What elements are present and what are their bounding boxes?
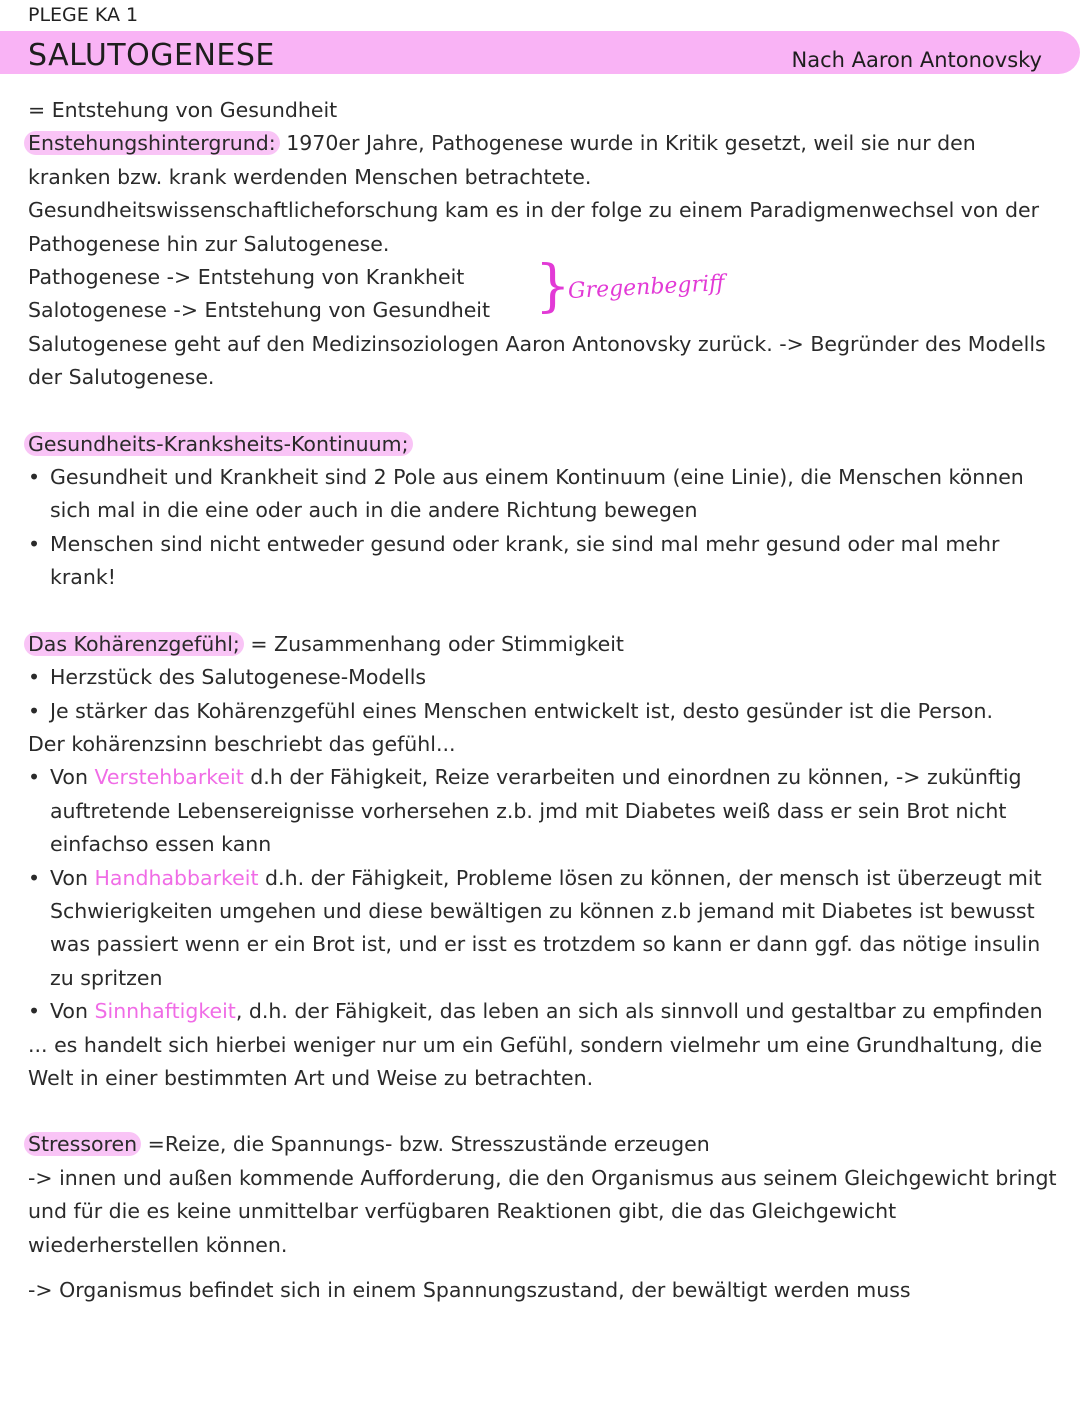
background-label: Enstehungshintergrund:	[24, 131, 280, 155]
spacer	[28, 395, 1058, 428]
spacer	[28, 1095, 1058, 1128]
background-paragraph	[28, 127, 1058, 194]
list-item: • Gesundheit und Krankheit sind 2 Pole aus einem Kontinuum (eine Linie), die Menschen können sich mal in die eine oder auch in die andere Richtung bewegen	[28, 461, 1058, 528]
list-item-handhabbarkeit	[28, 862, 1058, 996]
list-item-sinnhaftigkeit	[28, 995, 1058, 1028]
list-item: • Herzstück des Salutogenese-Modells	[28, 661, 1058, 694]
definition-line: = Entstehung von Gesundheit	[28, 98, 338, 122]
stressoren-consequence: -> Organismus befindet sich in einem Spannungszustand, der bewältigt werden muss	[28, 1278, 911, 1302]
component-text: , d.h. der Fähigkeit, das leben an sich als sinnvoll und gestaltbar zu empfinden	[235, 999, 1043, 1024]
kontinuum-heading: Gesundheits-Kranksheits-Kontinuum;	[24, 432, 413, 456]
kontinuum-list	[28, 461, 1058, 595]
kohaerenz-conclusion: ... es handelt sich hierbei weniger nur um ein Gefühl, sondern vielmehr um eine Grundhaltung, die Welt in einer bestimmten Art und Weise zu betrachten.	[28, 1032, 1043, 1090]
component-prefix: Von	[50, 865, 95, 890]
kohaerenz-heading: Das Kohärenzgefühl;	[24, 632, 244, 656]
kohaerenz-heading-line	[28, 628, 1058, 661]
stressoren-definition: -> innen und außen kommende Aufforderung, die den Organismus aus seinem Gleichgewicht bringt und für die es keine unmittelbar verfügbaren Reaktionen gibt, die das Gleichgewicht wiederherstellen können.	[28, 1165, 1057, 1257]
list-item: • Je stärker das Kohärenzgefühl eines Menschen entwickelt ist, desto gesünder ist die Person.	[28, 695, 1058, 728]
salotogenese-line: Salotogenese -> Entstehung von Gesundheit	[28, 298, 491, 323]
background-text: 1970er Jahre, Pathogenese wurde in Kritik gesetzt, weil sie nur den kranken bzw. krank werdenden Menschen betrachtete.	[28, 131, 976, 189]
founder-paragraph: Salutogenese geht auf den Medizinsoziologen Aaron Antonovsky zurück. -> Begründer des Modells der Salutogenese.	[28, 331, 1046, 390]
spacer	[28, 1262, 1058, 1274]
stressoren-heading-rest: =Reize, die Spannungs- bzw. Stresszustände erzeugen	[141, 1132, 710, 1157]
list-item: • Menschen sind nicht entweder gesund oder krank, sie sind mal mehr gesund oder mal mehr krank!	[28, 528, 1058, 595]
curly-brace-icon: }	[535, 254, 571, 320]
kohaerenz-intro-line: Der kohärenzsinn beschriebt das gefühl...	[28, 731, 456, 756]
author-note: Nach Aaron Antonovsky	[791, 48, 1042, 72]
component-prefix: Von	[50, 765, 95, 790]
counter-terms-group	[28, 254, 1058, 328]
stressoren-heading-line	[28, 1128, 1058, 1161]
page-title: SALUTOGENESE	[28, 38, 275, 73]
term-sinnhaftigkeit: Sinnhaftigkeit	[94, 999, 236, 1024]
term-verstehbarkeit: Verstehbarkeit	[94, 765, 244, 790]
kohaerenz-components-list	[28, 761, 1058, 1028]
pathogenese-line: Pathogenese -> Entstehung von Krankheit	[28, 265, 465, 290]
kontinuum-heading-line	[28, 428, 1058, 461]
course-label: PLEGE KA 1	[28, 4, 139, 26]
list-item-verstehbarkeit	[28, 761, 1058, 861]
kohaerenz-heading-rest: = Zusammenhang oder Stimmigkeit	[243, 631, 624, 656]
kohaerenz-list	[28, 661, 1058, 728]
component-prefix: Von	[50, 999, 95, 1024]
term-handhabbarkeit: Handhabbarkeit	[94, 865, 259, 890]
paradigm-paragraph: Gesundheitswissenschaftlicheforschung kam es in der folge zu einem Paradigmenwechsel von der Pathogenese hin zur Salutogenese.	[28, 198, 1040, 256]
counter-term-annotation: Gregenbegriff	[567, 270, 726, 305]
document-body	[28, 94, 1058, 1307]
component-text: d.h. der Fähigkeit, Probleme lösen zu können, der mensch ist überzeugt mit Schwierigkeiten umgehen und diese bewältigen zu können z.b jemand mit Diabetes ist bewusst was passiert wenn er ein Brot ist, und er isst es trotzdem so kann er dann ggf. das nötige insulin zu spritzen	[50, 865, 1042, 990]
spacer	[28, 595, 1058, 628]
stressoren-heading: Stressoren	[24, 1132, 141, 1156]
component-text: d.h der Fähigkeit, Reize verarbeiten und einordnen zu können, -> zukünftig auftretende Lebensereignisse vorhersehen z.b. jmd mit Diabetes weiß dass er sein Brot nicht einfachso essen kann	[50, 765, 1022, 857]
